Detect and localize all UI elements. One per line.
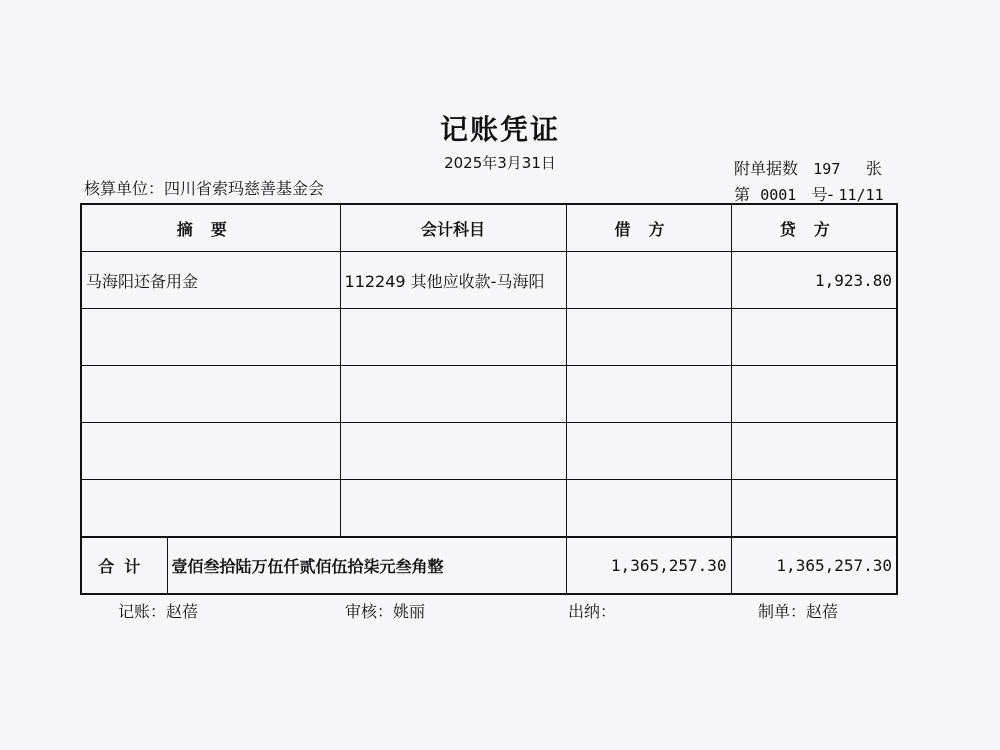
row-credit (731, 309, 897, 366)
accounting-unit-label: 核算单位： (84, 179, 165, 198)
row-summary (81, 480, 340, 538)
row-summary (81, 366, 340, 423)
total-amount-words: 壹佰叁拾陆万伍仟贰佰伍拾柒元叁角整 (167, 537, 566, 594)
footer-preparer (758, 599, 838, 622)
header-account: 会计科目 (340, 204, 566, 252)
voucher-table (80, 203, 898, 595)
footer-reviewer (345, 599, 425, 622)
total-debit: 1,365,257.30 (566, 537, 731, 594)
header-debit: 借方 (566, 204, 731, 252)
bookkeeper-name: 赵蓓 (166, 602, 199, 621)
attachment-count (734, 156, 882, 179)
voucher-number-prefix: 第 (734, 185, 751, 204)
voucher-date: 2025年3月31日 (444, 154, 556, 172)
total-row (81, 537, 897, 594)
voucher-number-suffix: 号- (811, 185, 834, 204)
table-header (81, 204, 897, 252)
row-account: 112249 其他应收款-马海阳 (340, 252, 566, 309)
table-row (81, 423, 897, 480)
row-debit (566, 252, 731, 309)
row-credit (731, 480, 897, 538)
row-account (340, 366, 566, 423)
table-row (81, 366, 897, 423)
footer-cashier (568, 599, 616, 622)
attachment-label: 附单据数 (734, 159, 799, 178)
row-debit (566, 309, 731, 366)
header-credit: 贷方 (731, 204, 897, 252)
attachment-value: 197 (813, 160, 841, 178)
voucher-page-index: 11/11 (838, 186, 884, 204)
row-summary (81, 423, 340, 480)
row-debit (566, 366, 731, 423)
total-credit: 1,365,257.30 (731, 537, 897, 594)
reviewer-name: 姚丽 (393, 602, 426, 621)
preparer-name: 赵蓓 (806, 602, 839, 621)
voucher-number (734, 182, 884, 205)
cashier-label: 出纳： (568, 602, 617, 621)
total-label: 合计 (81, 537, 167, 594)
preparer-label: 制单： (758, 602, 807, 621)
row-debit (566, 480, 731, 538)
row-account (340, 480, 566, 538)
accounting-unit-value: 四川省索玛慈善基金会 (164, 179, 325, 198)
table-row (81, 309, 897, 366)
table-row (81, 252, 897, 309)
row-account (340, 423, 566, 480)
row-account (340, 309, 566, 366)
row-summary: 马海阳还备用金 (81, 252, 340, 309)
attachment-unit: 张 (865, 159, 882, 178)
row-summary (81, 309, 340, 366)
row-debit (566, 423, 731, 480)
bookkeeper-label: 记账： (118, 602, 167, 621)
table-row (81, 480, 897, 538)
voucher-number-value: 0001 (760, 186, 797, 204)
voucher-title: 记账凭证 (439, 113, 560, 146)
row-credit: 1,923.80 (731, 252, 897, 309)
row-credit (731, 423, 897, 480)
header-summary: 摘要 (81, 204, 340, 252)
row-credit (731, 366, 897, 423)
footer-bookkeeper (118, 599, 198, 622)
accounting-unit (84, 176, 324, 199)
reviewer-label: 审核： (345, 602, 394, 621)
